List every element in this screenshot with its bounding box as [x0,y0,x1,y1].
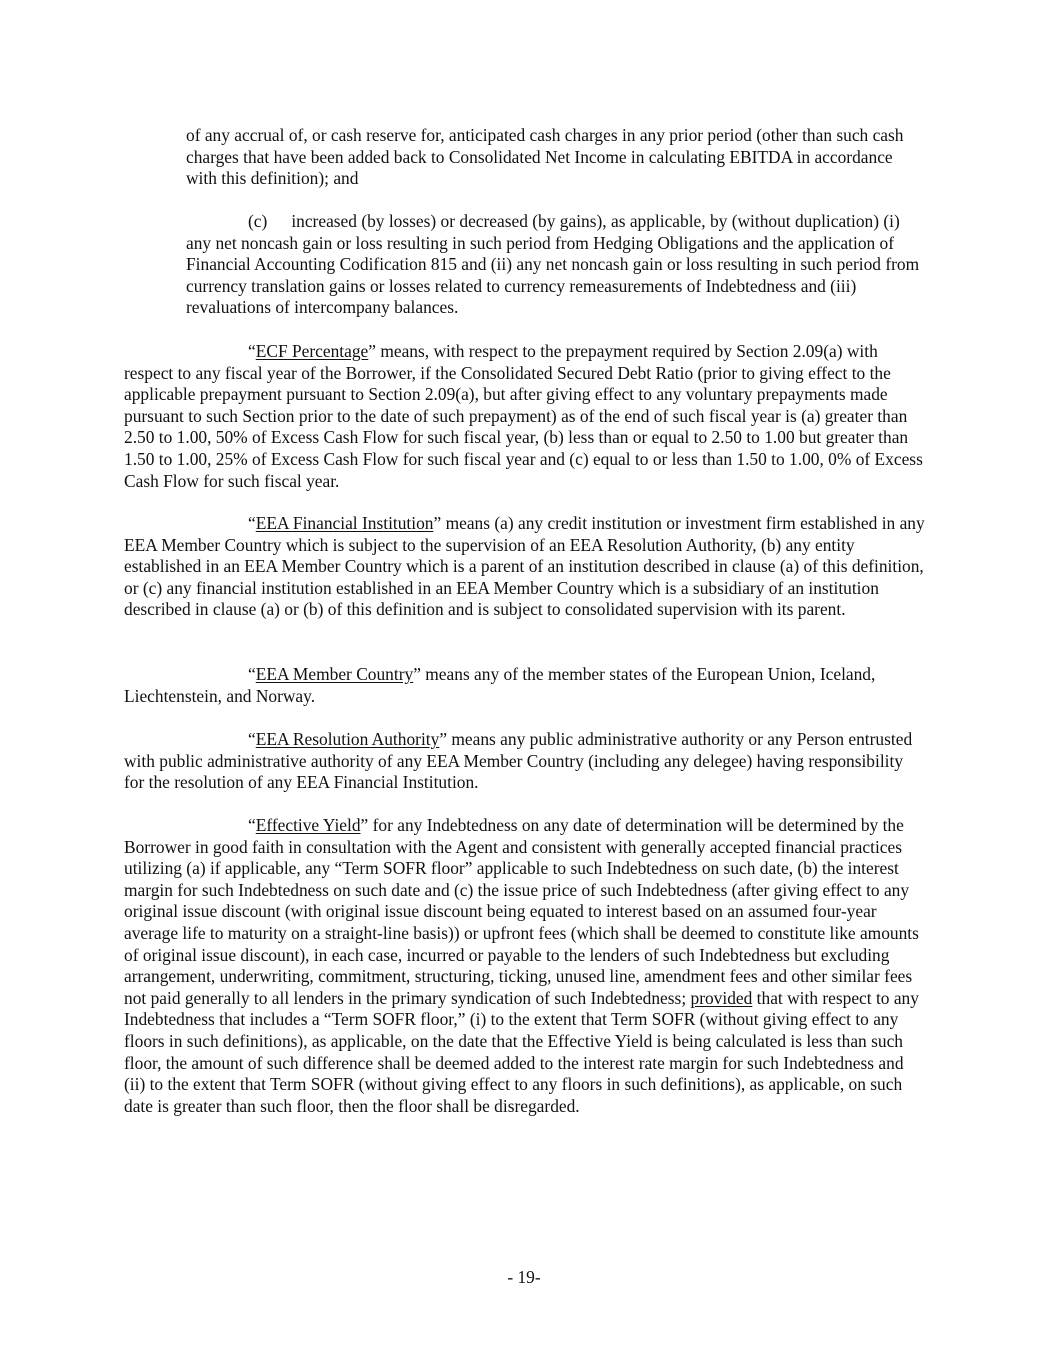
definition-text: means any public administrative authority or any Person entrusted with public administrative authority of any EEA Member Country (including any delegee) having responsibility for the resolution of any EEA Financial Institution. [124,729,913,793]
definition-text-continued: that with respect to any Indebtedness that includes a “Term SOFR floor,” (i) to the extent that Term SOFR (without giving effect to any floors in such definitions), as applicable, on the date that the Effective Yield is being calculated is less than such floor, the amount of such difference shall be deemed added to the interest rate margin for such Indebtedness and (ii) to the extent that Term SOFR (without giving effect to any floors in such definitions), as applicable, on such date is greater than such floor, then the floor shall be disregarded. [124,987,919,1116]
carryover-paragraph [186,125,926,190]
page-number: - 19- [507,1267,541,1287]
definition-eea-financial-institution: “EEA Financial Institution” means (a) any credit institution or investment firm established in any EEA Member Country which is subject to the supervision of an EEA Resolution Authority, (b) any entity established in an EEA Member Country which is a parent of an institution described in clause (a) of this definition, or (c) any financial institution established in an EEA Member Country which is a subsidiary of an institution described in clause (a) or (b) of this definition and is subject to consolidated supervision with its parent. [124,513,925,620]
defined-term: EEA Financial Institution [255,513,434,533]
provided-word: provided [690,987,753,1008]
definition-text: means any of the member states of the European Union, Iceland, Liechtenstein, and Norway. [124,664,876,706]
clause-c-paragraph [186,211,926,319]
clause-c-label: (c) [248,211,268,231]
clause-c-text: increased (by losses) or decreased (by gains), as applicable, by (without duplication) (i) any net noncash gain or loss resulting in such period from Hedging Obligations and the application of Financial Accounting Codification 815 and (ii) any net noncash gain or loss resulting in such period from currency translation gains or losses related to currency remeasurements of Indebtedness and (iii) revaluations of intercompany balances. [186,211,920,318]
definition-eea-member-country: “EEA Member Country” means any of the member states of the European Union, Iceland, Liechtenstein, and Norway. [124,664,876,706]
carryover-text: of any accrual of, or cash reserve for, anticipated cash charges in any prior period (other than such cash charges that have been added back to Consolidated Net Income in calculating EBITDA in accordance with this definition); and [186,125,904,189]
definition-text: means, with respect to the prepayment required by Section 2.09(a) with respect to any fiscal year of the Borrower, if the Consolidated Secured Debt Ratio (prior to giving effect to the applicable prepayment pursuant to Section 2.09(a), but after giving effect to any voluntary prepayments made pursuant to such Section prior to the date of such prepayment) as of the end of such fiscal year is (a) greater than 2.50 to 1.00, 50% of Excess Cash Flow for such fiscal year, (b) less than or equal to 2.50 to 1.00 but greater than 1.50 to 1.00, 25% of Excess Cash Flow for such fiscal year and (c) equal to or less than 1.50 to 1.00, 0% of Excess Cash Flow for such fiscal year. [124,341,923,491]
definition-text: for any Indebtedness on any date of determination will be determined by the Borrower in good faith in consultation with the Agent and consistent with generally accepted financial practices utilizing (a) if applicable, any “Term SOFR floor” applicable to such Indebtedness on such date, (b) the interest margin for such Indebtedness on such date and (c) the issue price of such Indebtedness (after giving effect to any original issue discount (with original issue discount being equated to interest based on an assumed four-year average life to maturity on a straight-line basis)) or upfront fees (which shall be deemed to constitute like amounts of original issue discount), in each case, incurred or payable to the lenders of such Indebtedness but excluding arrangement, underwriting, commitment, structuring, ticking, unused line, amendment fees and other similar fees not paid generally to all lenders in the primary syndication of such Indebtedness; [124,815,919,1008]
defined-term: ECF Percentage [255,341,369,361]
defined-term: EEA Resolution Authority [255,729,440,749]
definition-text: means (a) any credit institution or investment firm established in any EEA Member Country which is subject to the supervision of an EEA Resolution Authority, (b) any entity established in an EEA Member Country which is a parent of an institution described in clause (a) of this definition, or (c) any financial institution established in an EEA Member Country which is a subsidiary of an institution described in clause (a) or (b) of this definition and is subject to consolidated supervision with its parent. [124,513,925,620]
defined-term: Effective Yield [255,815,361,835]
defined-term: EEA Member Country [255,664,414,684]
definition-effective-yield: “Effective Yield” for any Indebtedness on any date of determination will be determined by the Borrower in good faith in consultation with the Agent and consistent with generally accepted financial practices utilizing (a) if applicable, any “Term SOFR floor” applicable to such Indebtedness on such date, (b) the interest margin for such Indebtedness on such date and (c) the issue price of such Indebtedness (after giving effect to any original issue discount (with original issue discount being equated to interest based on an assumed four-year average life to maturity on a straight-line basis)) or upfront fees (which shall be deemed to constitute like amounts of original issue discount), in each case, incurred or payable to the lenders of such Indebtedness but excluding arrangement, underwriting, commitment, structuring, ticking, unused line, amendment fees and other similar fees not paid generally to all lenders in the primary syndication of such Indebtedness; provided that with respect to any Indebtedness that includes a “Term SOFR floor,” (i) to the extent that Term SOFR (without giving effect to any floors in such definitions), as applicable, on the date that the Effective Yield is being calculated is less than such floor, the amount of such difference shall be deemed added to the interest rate margin for such Indebtedness and (ii) to the extent that Term SOFR (without giving effect to any floors in such definitions), as applicable, on such date is greater than such floor, then the floor shall be disregarded. [124,815,919,1116]
definition-ecf-percentage: “ECF Percentage” means, with respect to the prepayment required by Section 2.09(a) with respect to any fiscal year of the Borrower, if the Consolidated Secured Debt Ratio (prior to giving effect to the applicable prepayment pursuant to Section 2.09(a), but after giving effect to any voluntary prepayments made pursuant to such Section prior to the date of such prepayment) as of the end of such fiscal year is (a) greater than 2.50 to 1.00, 50% of Excess Cash Flow for such fiscal year, (b) less than or equal to 2.50 to 1.00 but greater than 1.50 to 1.00, 25% of Excess Cash Flow for such fiscal year and (c) equal to or less than 1.50 to 1.00, 0% of Excess Cash Flow for such fiscal year. [124,341,923,491]
definition-eea-resolution-authority: “EEA Resolution Authority” means any public administrative authority or any Person entrusted with public administrative authority of any EEA Member Country (including any delegee) having responsibility for the resolution of any EEA Financial Institution. [124,729,913,793]
